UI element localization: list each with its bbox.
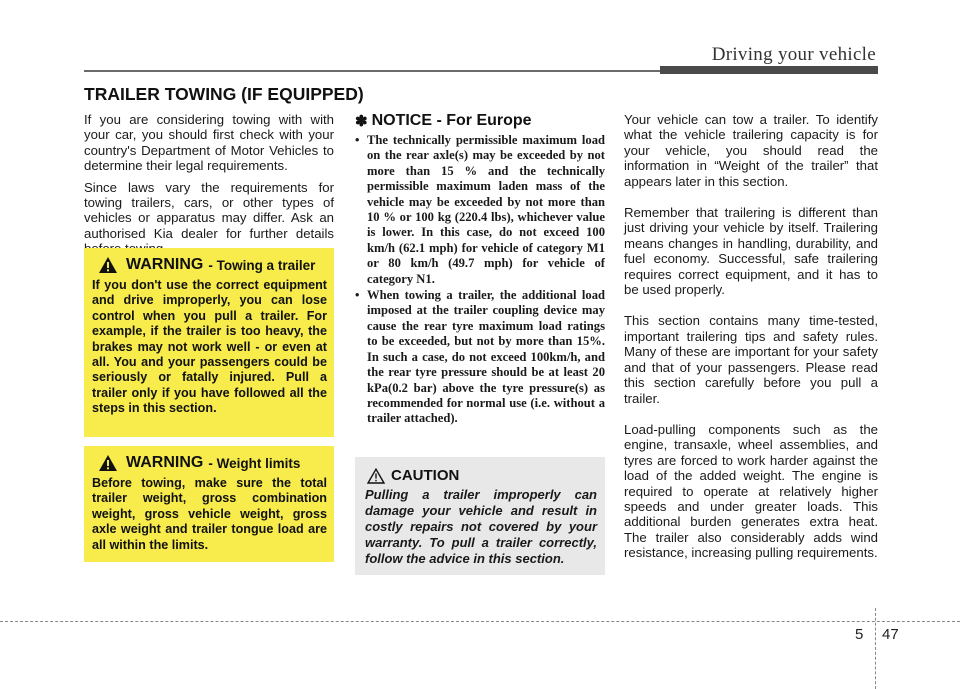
bullet-icon: • [355, 133, 360, 147]
warning-triangle-icon [98, 256, 118, 274]
warning-towing-text: If you don't use the correct equipment and drive improperly, you can lose control when you pull a trailer. For example, if the trailer is too heavy, the brakes may not work well - or even at all. You and your passengers could be seriously or fatally injured. Pull a trailer only if you have followed all the steps in this section. [92, 278, 327, 416]
chapter-number: 5 [855, 626, 864, 643]
warning-label: WARNING [126, 256, 204, 273]
notice-item-coupling-load [355, 288, 605, 427]
page-number-separator [875, 608, 876, 689]
warning-towing-box [84, 248, 334, 437]
trailering-difference-paragraph: Remember that trailering is different than just driving your vehicle by itself. Trailering means changes in handling, durability, and fuel economy. Successful, safe trailering requires correct equipment, and it has to be used properly. [624, 205, 878, 298]
page-number: 47 [882, 626, 899, 643]
warning-weight-header [92, 454, 327, 472]
notice-item-rear-axle [355, 133, 605, 287]
notice-item-text: When towing a trailer, the additional load imposed at the trailer coupling device may cause the rear tyre maximum load ratings to be exceeded, but not by more than 15%. In such a case, do not exceed 100km/h, and the rear tyre pressure should be at least 20 kPa(0.2 bar) above the tyre pressure(s) as recommended for normal use (i.e. without a trailer attached). [367, 288, 605, 426]
warning-weight-text: Before towing, make sure the total trailer weight, gross combination weight, gross vehicle weight, gross axle weight and trailer tongue load are all within the limits. [92, 476, 327, 552]
caution-box [355, 457, 605, 575]
warning-subtitle: - Towing a trailer [208, 257, 316, 273]
notice-item-text: The technically permissible maximum load on the rear axle(s) may be exceeded by not more than 15 % and the technically permissible maximum laden mass of the vehicle may be exceeded by not more than 10 % or 100 kg (220.4 lbs), whichever value is lower. In this case, do not exceed 100 km/h (62.1 mph) for vehicle of category M1 or 80 km/h (49.7 mph) for vehicle of category N1. [367, 133, 605, 286]
header-accent-bar [660, 66, 878, 74]
chapter-title: Driving your vehicle [711, 44, 876, 65]
right-column [624, 112, 878, 577]
left-column [84, 112, 334, 263]
capacity-paragraph: Your vehicle can tow a trailer. To identify what the vehicle trailering capacity is for your vehicle, you should read the information in “Weight of the trailer” that appears later in this section. [624, 112, 878, 189]
caution-triangle-icon [367, 468, 385, 484]
warning-triangle-icon [98, 454, 118, 472]
warning-label: WARNING [126, 454, 204, 471]
footer-rule [0, 621, 960, 622]
load-components-paragraph: Load-pulling components such as the engine, transaxle, wheel assemblies, and tyres are forced to work harder against the load of the added weight. The engine is required to operate at relatively higher speeds and under greater loads. This additional burden generates extra heat. The trailer also considerably adds wind resistance, increasing pulling requirements. [624, 421, 878, 561]
bullet-icon: • [355, 288, 360, 303]
warning-weight-box [84, 446, 334, 562]
notice-title-text: NOTICE - For Europe [371, 112, 532, 129]
notice-mark-icon: ✽ [355, 113, 368, 130]
safety-tips-paragraph: This section contains many time-tested, important trailering tips and safety rules. Many of these are important for your safety and that of your passengers. Please read this section carefully before you pull a trailer. [624, 313, 878, 406]
caution-header [365, 467, 597, 484]
notice-column [355, 112, 605, 428]
notice-title [355, 112, 605, 130]
intro-paragraph-2: Since laws vary the requirements for towing trailers, cars, or other types of vehicles or apparatus may differ. Ask an authorised Kia dealer for further details [84, 179, 334, 241]
warning-towing-header [92, 256, 327, 274]
intro-paragraph-1: If you are considering towing with with your car, you should first check with your country's Department of Motor Vehicles to determine their legal requirements. [84, 112, 334, 174]
warning-subtitle: - Weight limits [208, 455, 301, 471]
caution-text: Pulling a trailer improperly can damage your vehicle and result in costly repairs not covered by your warranty. To pull a trailer correctly, follow the advice in this section. [365, 487, 597, 566]
caution-label: CAUTION [391, 467, 460, 484]
section-title: TRAILER TOWING (IF EQUIPPED) [84, 84, 364, 104]
notice-list [355, 133, 605, 427]
